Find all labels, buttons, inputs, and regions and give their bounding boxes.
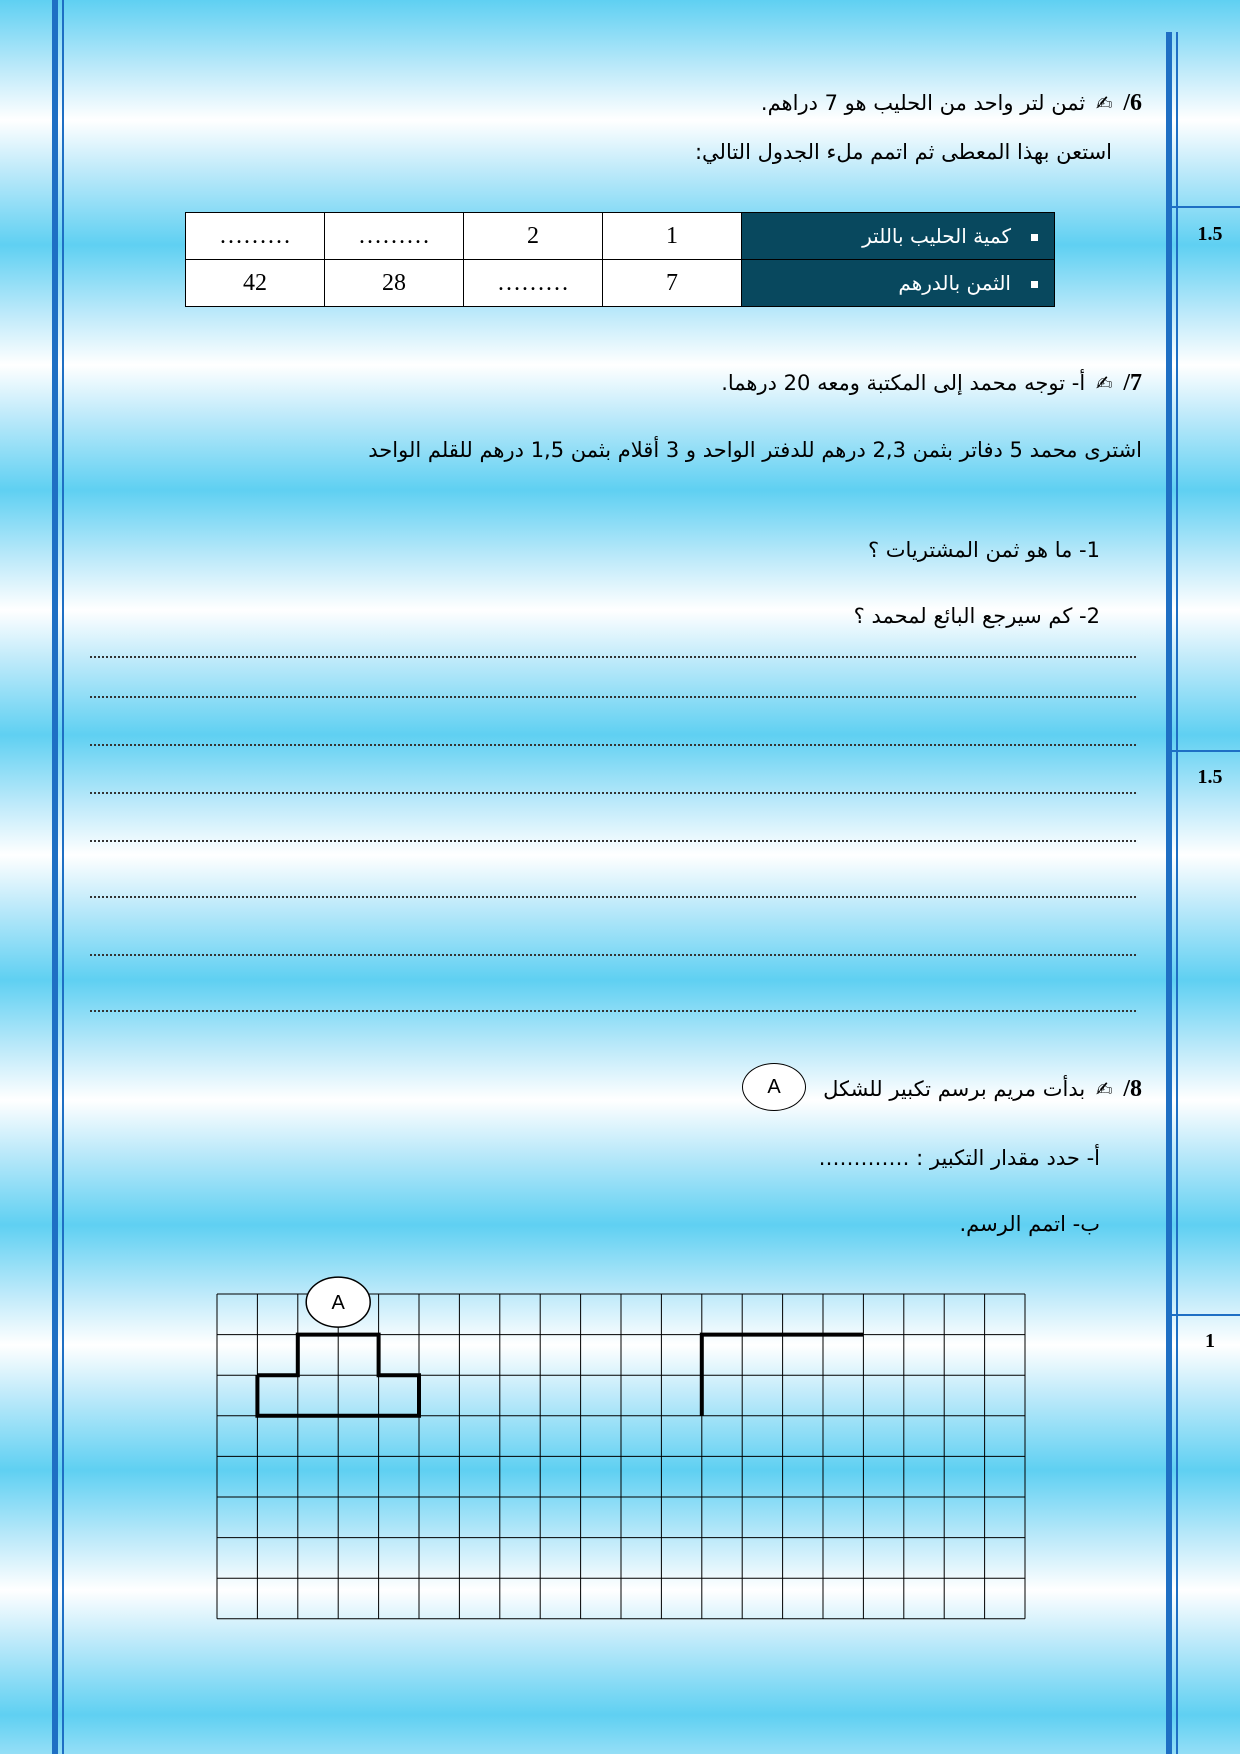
score-separator bbox=[1172, 1314, 1240, 1316]
answer-line[interactable] bbox=[90, 840, 1136, 842]
left-border-thick bbox=[52, 0, 58, 1754]
q7-subquestion-2: 2- كم سيرجع البائع لمحمد ؟ bbox=[853, 604, 1100, 628]
score-separator bbox=[1172, 206, 1240, 208]
q7-line2: اشترى محمد 5 دفاتر بثمن 2,3 درهم للدفتر الواحد و 3 أقلام بثمن 1,5 درهم للقلم الواحد bbox=[368, 438, 1142, 462]
milk-price-table bbox=[185, 212, 1055, 307]
table-cell: 2 bbox=[464, 213, 603, 260]
right-border-thin bbox=[1176, 32, 1178, 1754]
score-q7: 1.5 bbox=[1197, 766, 1223, 788]
q8-subquestion-a: أ- حدد مقدار التكبير : …………. bbox=[818, 1146, 1100, 1170]
q8-text: بدأت مريم برسم تكبير للشكل bbox=[823, 1077, 1086, 1101]
q6-number: 6/ bbox=[1123, 90, 1142, 116]
drawing-grid[interactable] bbox=[216, 1270, 1026, 1626]
table-cell[interactable]: ……… bbox=[325, 213, 464, 260]
score-q8: 1 bbox=[1205, 1330, 1215, 1352]
answer-line[interactable] bbox=[90, 1010, 1136, 1012]
left-border-thin bbox=[62, 0, 64, 1754]
answer-line[interactable] bbox=[90, 656, 1136, 658]
grid-shape-label bbox=[306, 1277, 370, 1327]
pencil-icon: ✍ bbox=[1095, 91, 1113, 115]
table-row bbox=[186, 260, 1055, 307]
table-cell: 28 bbox=[325, 260, 464, 307]
q7-subquestion-1: 1- ما هو ثمن المشتريات ؟ bbox=[867, 538, 1100, 562]
row-label: كمية الحليب باللتر bbox=[862, 224, 1011, 248]
table-cell[interactable]: ……… bbox=[186, 213, 325, 260]
answer-line[interactable] bbox=[90, 696, 1136, 698]
q7-number: 7/ bbox=[1123, 370, 1142, 396]
q6-statement: ثمن لتر واحد من الحليب هو 7 دراهم. bbox=[760, 91, 1086, 115]
bullet-square-icon bbox=[1031, 234, 1038, 241]
pencil-icon: ✍ bbox=[1095, 1077, 1113, 1101]
answer-line[interactable] bbox=[90, 896, 1136, 898]
right-border-thick bbox=[1166, 32, 1172, 1754]
q8-subquestion-b: ب- اتمم الرسم. bbox=[959, 1212, 1100, 1236]
q7-text: أ- توجه محمد إلى المكتبة ومعه 20 درهما. bbox=[721, 371, 1086, 395]
table-cell: 7 bbox=[603, 260, 742, 307]
table-cell: 1 bbox=[603, 213, 742, 260]
grid-label-text: A bbox=[331, 1292, 345, 1315]
shape-a-label: A bbox=[742, 1063, 806, 1111]
table-cell[interactable]: ……… bbox=[464, 260, 603, 307]
q8-line bbox=[823, 1076, 1142, 1103]
pencil-icon: ✍ bbox=[1095, 371, 1113, 395]
q6-instruction: استعن بهذا المعطى ثم اتمم ملء الجدول التالي: bbox=[694, 140, 1112, 164]
answer-line[interactable] bbox=[90, 792, 1136, 794]
row-label: الثمن بالدرهم bbox=[898, 271, 1011, 295]
q8-number: 8/ bbox=[1123, 1076, 1142, 1102]
table-cell: 42 bbox=[186, 260, 325, 307]
bullet-square-icon bbox=[1031, 281, 1038, 288]
table-row-header bbox=[742, 213, 1055, 260]
grid-lines bbox=[217, 1294, 1025, 1619]
answer-line[interactable] bbox=[90, 954, 1136, 956]
score-q6: 1.5 bbox=[1197, 223, 1223, 245]
score-separator bbox=[1172, 750, 1240, 752]
table-row bbox=[186, 213, 1055, 260]
q6-statement-line bbox=[761, 90, 1142, 117]
table-row-header bbox=[742, 260, 1055, 307]
answer-line[interactable] bbox=[90, 744, 1136, 746]
q7-line1 bbox=[721, 370, 1142, 397]
